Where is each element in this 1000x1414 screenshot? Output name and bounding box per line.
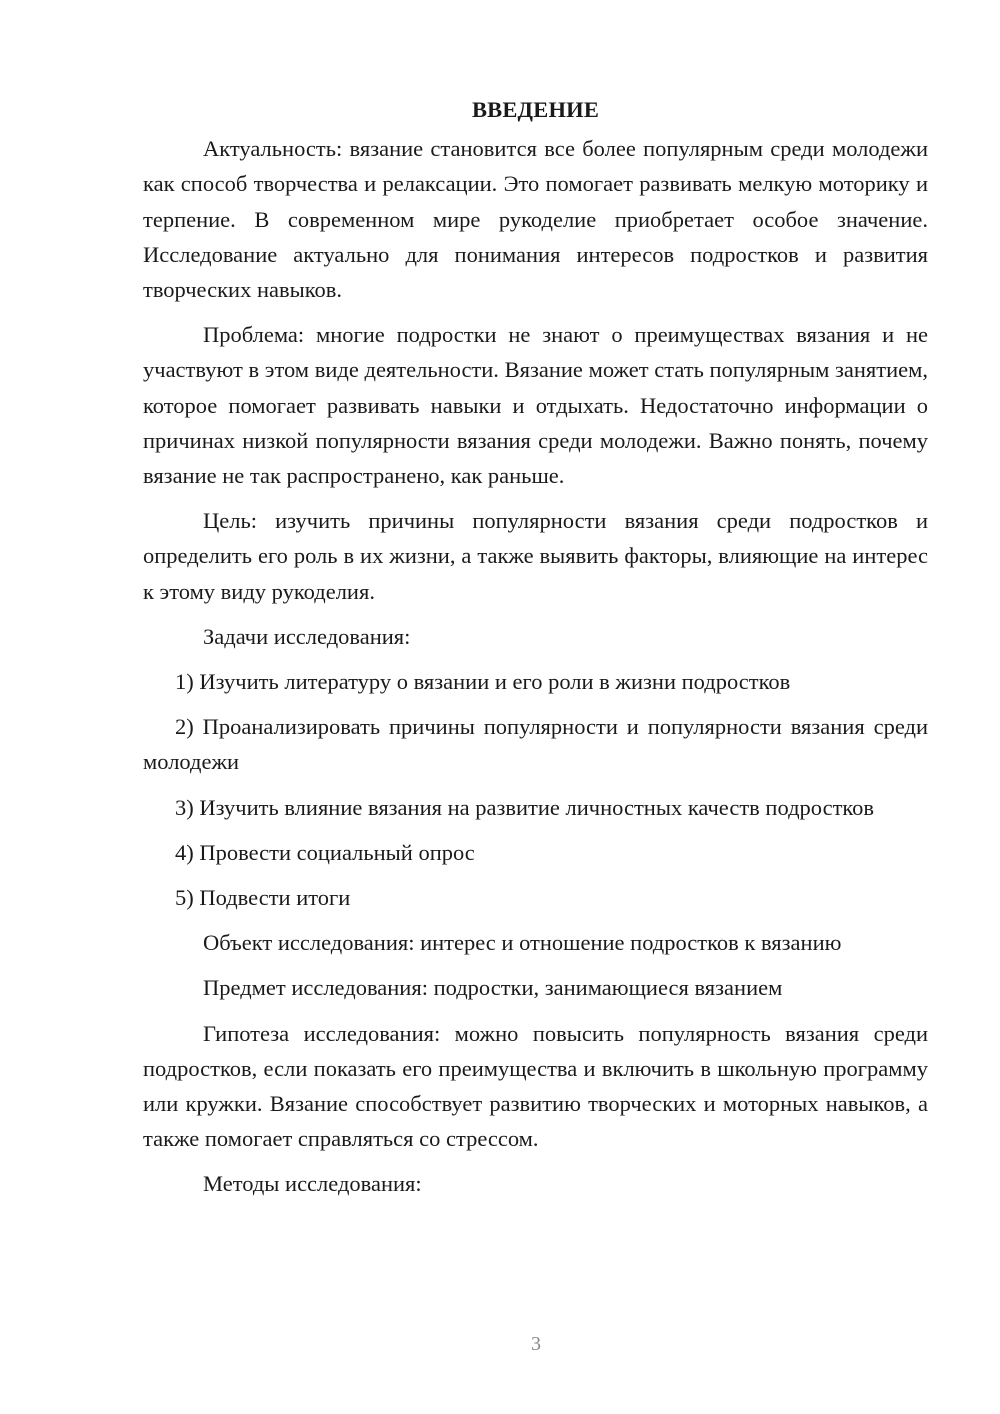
methods-heading: Методы исследования: xyxy=(203,1171,422,1197)
task-item-3: 3) Изучить влияние вязания на развитие личностных качеств подростков xyxy=(175,794,875,820)
task-item-5: 5) Подвести итоги xyxy=(175,885,351,911)
hypothesis-paragraph: Гипотеза исследования: можно повысить популярность вязания среди подростков, если показать его преимущества и включить в школьную программу или кружки. Вязание способствует развитию творческих и моторных навыков, а также помогает справляться со стрессом. xyxy=(143,1020,928,1152)
tasks-heading: Задачи исследования: xyxy=(203,623,411,649)
relevance-paragraph: Актуальность: вязание становится все более популярным среди молодежи как способ творчества и релаксации. Это помогает развивать мелкую моторику и терпение. В современном мире рукоделие приобретает особое значение. Исследование актуально для понимания интересов подростков и развития творческих навыков. xyxy=(143,136,928,303)
subject-paragraph: Предмет исследования: подростки, занимающиеся вязанием xyxy=(203,975,783,1001)
object-paragraph: Объект исследования: интерес и отношение подростков к вязанию xyxy=(203,930,842,956)
task-item-1: 1) Изучить литературу о вязании и его роли в жизни подростков xyxy=(175,669,791,695)
task-item-2: 2) Проанализировать причины популярности и популярности вязания среди молодежи xyxy=(143,714,928,775)
page-content xyxy=(143,92,928,1212)
task-item-4: 4) Провести социальный опрос xyxy=(175,839,475,865)
page-number: 3 xyxy=(531,1333,541,1355)
section-title: ВВЕДЕНИЕ xyxy=(471,97,600,122)
goal-paragraph: Цель: изучить причины популярности вязания среди подростков и определить его роль в их жизни, а также выявить факторы, влияющие на интерес к этому виду рукоделия. xyxy=(143,508,928,604)
problem-paragraph: Проблема: многие подростки не знают о преимуществах вязания и не участвуют в этом виде деятельности. Вязание может стать популярным занятием, которое помогает развивать навыки и отдыхать. Недостаточно информации о причинах низкой популярности вязания среди молодежи. Важно понять, почему вязание не так распространено, как раньше. xyxy=(143,322,928,489)
